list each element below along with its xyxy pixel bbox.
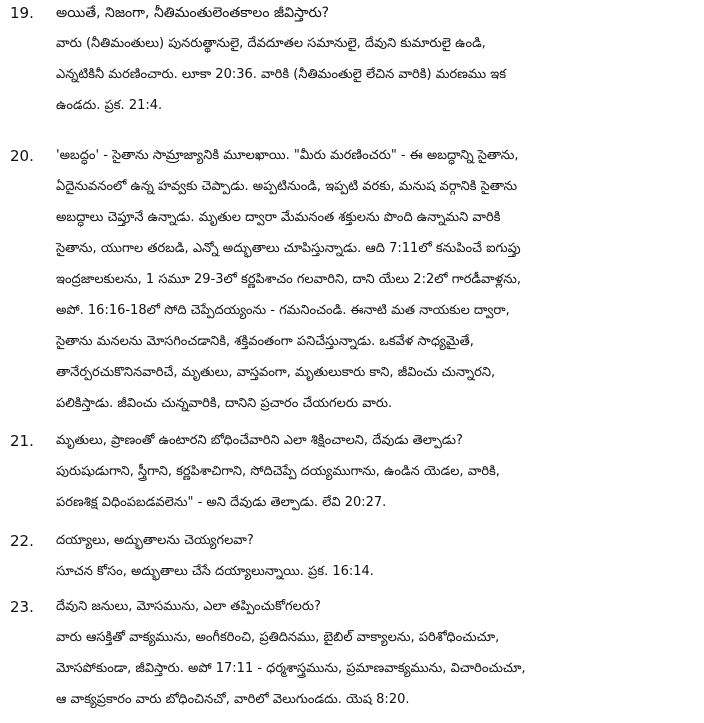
- answer-line: సూచన కోసం, అద్భుతాలు చేసే దయ్యాలున్నాయి. ప్రక. 16:14.: [56, 564, 374, 579]
- answer-line: పురుషుడుగాని, స్త్రీగాని, కర్ణపిశాచిగాని, సోదిచెప్పే దయ్యముగాను, ఉండిన యెడల, వారికి,: [56, 464, 500, 479]
- item-question: దేవుని జనులు, మోసమును, ఎలా తప్పించుకోగలరు?: [56, 599, 321, 614]
- answer-line: వారు ఆసక్తితో వాక్యమును, అంగీకరించి, ప్రతిదినము, బైబిల్ వాక్యాలను, పరిశోధించుచూ,: [56, 630, 500, 645]
- answer-line: మోసపోకుండా, జీవిస్తారు. అపో 17:11 - ధర్మశాస్త్రమును, ప్రమాణవాక్యమును, విచారించుచూ,: [56, 661, 526, 676]
- answer-line: పరణశిక్ష విధింపబడవలెను" - అని దేవుడు తెల్పాడు. లేవి 20:27.: [56, 495, 387, 510]
- item-number: 20.: [10, 147, 34, 165]
- item-number: 22.: [10, 532, 34, 550]
- item-question: 'అబద్ధం' - సైతాను సామ్రాజ్యానికి మూలఖాయి. "మీరు మరణించరు" - ఈ అబద్ధాన్ని సైతాను,: [56, 148, 519, 163]
- item-number: 19.: [10, 4, 34, 22]
- item-question: మృతులు, ప్రాణంతో ఉంటారని బోధించేవారిని ఎలా శిక్షించాలని, దేవుడు తెల్పాడు?: [56, 433, 463, 448]
- answer-line: అబద్ధాలు చెప్తూనే ఉన్నాడు. మృతుల ద్వారా మేమనంత శక్తులను పొంది ఉన్నామని వారికి: [56, 210, 501, 225]
- answer-line: అపో. 16:16-18లో సోది చెప్పేదయ్యంను - గమనించండి. ఈనాటి మత నాయకుల ద్వారా,: [56, 303, 510, 318]
- answer-line: సైతాను మనలను మోసగించడానికి, శక్తివంతంగా పనిచేస్తున్నాడు. ఒకవేళ సాధ్యమైతే,: [56, 334, 474, 349]
- item-number: 23.: [10, 598, 34, 616]
- answer-line: ఇంద్రజాలకులను, 1 సమూ 29-3లో కర్ణపిశాచం గలవారిని, దాని యేలు 2:2లో గారడీవాళ్లను,: [56, 272, 521, 287]
- answer-line: పలికిస్తాడు. జీవించు చున్నవారికి, దానిని ప్రచారం చేయగలరు వారు.: [56, 396, 393, 411]
- answer-line: ఎన్నటికినీ మరణించారు. లూకా 20:36. వారికి (నీతిమంతులై లేచిన వారికి) మరణము ఇక: [56, 67, 507, 82]
- answer-line: సైతాను, యుగాల తరబడి, ఎన్నో అద్భుతాలు చూపిస్తున్నాడు. ఆది 7:11లో కనుపించే ఐగుప్తు: [56, 241, 521, 256]
- answer-line: వారు (నీతిమంతులు) పునరుత్థానులై, దేవదూతల సమానులై, దేవుని కుమారులై ఉండి,: [56, 36, 486, 51]
- answer-line: ఉండదు. ప్రక. 21:4.: [56, 98, 163, 113]
- item-question: అయితే, నిజంగా, నీతిమంతులెంతకాలం జీవిస్తారు?: [56, 5, 330, 21]
- item-number: 21.: [10, 432, 34, 450]
- answer-line: ఏదైనువనంలో ఉన్న హవ్వకు చెప్పాడు. అప్పటినుండి, ఇప్పటి వరకు, మనుష వర్గానికి సైతాను: [56, 179, 518, 194]
- item-question: దయ్యాలు, అద్భుతాలను చెయ్యగలవా?: [56, 533, 254, 548]
- answer-line: తానేర్పరచుకొనినవారిచే, మృతులు, వాస్తవంగా, మృతులుకారు కాని, జీవించు చున్నారని,: [56, 365, 496, 380]
- answer-line: ఆ వాక్యప్రకారం వారు బోధించినచో, వారిలో వెలుగుండదు. యెష 8:20.: [56, 692, 410, 707]
